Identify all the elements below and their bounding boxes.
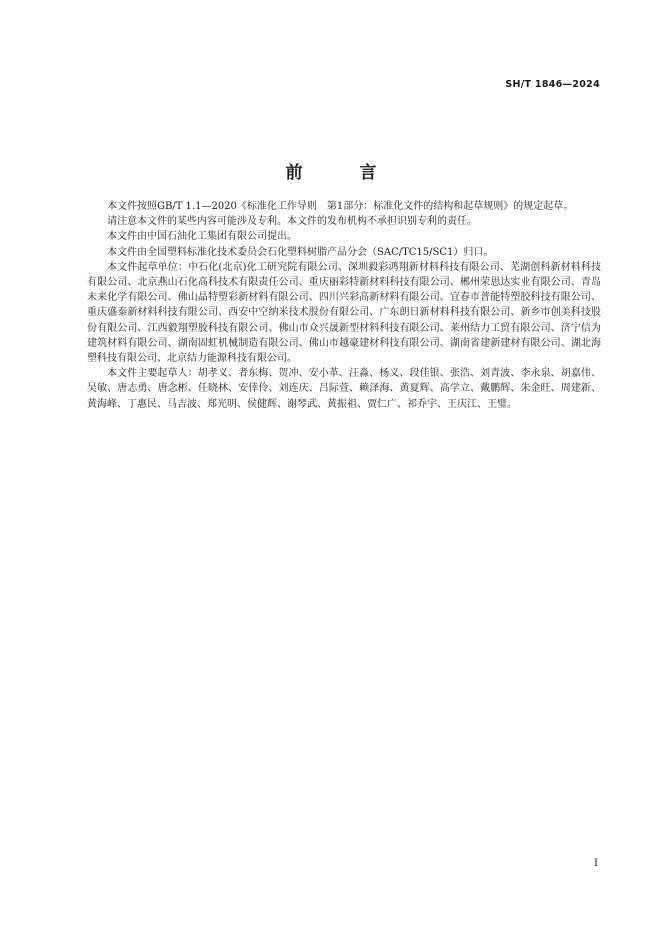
page-title-text: 前 言 — [285, 163, 397, 183]
paragraph-drafting-rules: 本文件按照GB/T 1.1—2020《标准化工作导则 第1部分：标准化文件的结构和起草规则》的规定起草。 — [107, 201, 574, 212]
foreword-body — [87, 199, 601, 412]
paragraph-drafting-organizations: 本文件起草单位：中石化(北京)化工研究院有限公司、深圳毅彩鸿翔新材料科技有限公司、芜湖创科新材料科技有限公司、北京燕山石化高科技术有限责任公司、重庆丽彩特新材料科技有限公司、郴州荣思达实业有限公司、青岛未来化学有限公司、佛山晶特塑彩新材料有限公司、四川兴彩高新材料有限公司、宜春市普能特塑胶科技有限公司、重庆盛泰新材料科技有限公司、西安中空纳米技术股份有限公司、广东朗日新材料科技有限公司、新乡市创美科技股份有限公司、江西毅翔塑胶科技有限公司、佛山市众兴晟新型材料科技有限公司、莱州结力工贸有限公司、济宁信为建筑材料有限公司、湖南固虹机械制造有限公司、佛山市越豪建材科技有限公司、湖南省建新建材有限公司、湖北海塑科技有限公司、北京结力能源科技有限公司。 — [87, 261, 601, 365]
standard-code: SH/T 1846—2024 — [505, 79, 600, 90]
paragraph-patent-notice: 请注意本文件的某些内容可能涉及专利。本文件的发布机构不承担识别专利的责任。 — [107, 216, 477, 228]
page-number: I — [594, 858, 598, 869]
page-title — [0, 158, 662, 183]
paragraph-drafters: 本文件主要起草人：胡孝义、者东梅、贺冲、安小革、汪淼、杨义、段佳银、张浩、刘青波、李永泉、胡嘉伟、吴敏、唐志勇、唐念彬、任晓林、安倖伶、刘连庆、吕际萱、赖泽海、黄夏辉、高学立、戴鹏辉、朱金旺、周建新、黄海峰、丁惠民、马吉波、郑光明、侯健辉、谢琴武、黄振祖、贾仁广、祁乔宇、王庆江、王璧。 — [87, 368, 601, 410]
paragraph-proposer: 本文件由中国石油化工集团有限公司提出。 — [107, 231, 297, 243]
paragraph-responsible-committee: 本文件由全国塑料标准化技术委员会石化塑料树脂产品分会（SAC/TC15/SC1）归口。 — [107, 246, 494, 258]
